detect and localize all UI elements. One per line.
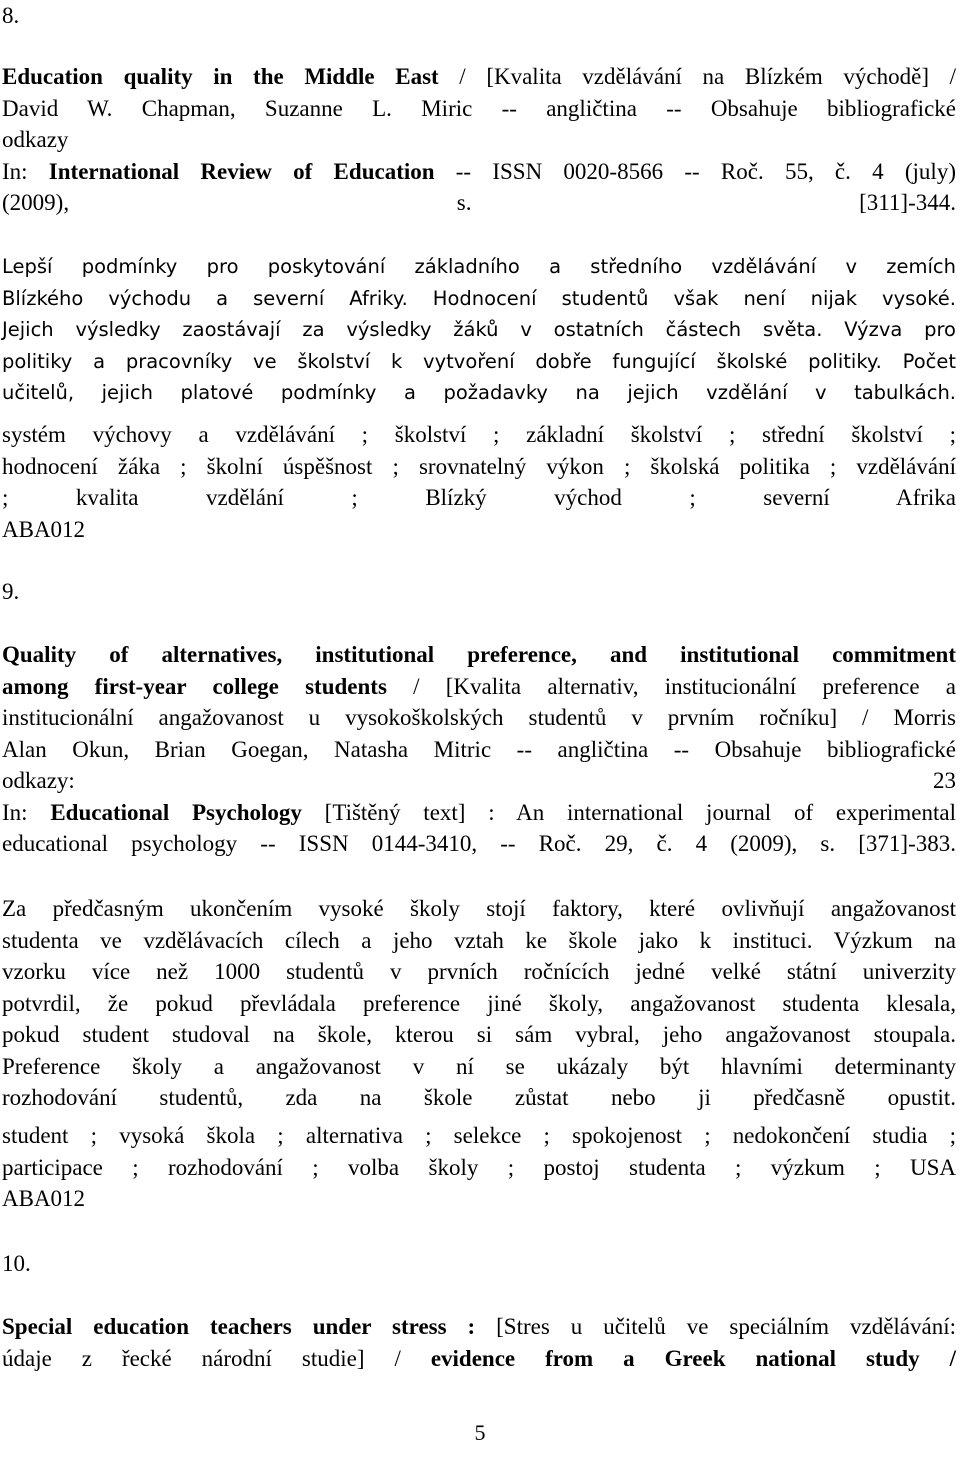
entry-8-abstract: Lepší podmínky pro poskytování základního a středního vzdělávání v zemích Blízkého východu a severní Afriky. Hodnocení studentů však není nijak vysoké. Jejich výsledky zaostávají za výsledky žáků v ostatních částech světa. Výzva pro politiky a pracovníky ve školství k vytvoření dobře fungující školské politiky. Počet učitelů, jejich platové podmínky a požadavky na jejich vzdělání v tabulkách. bbox=[2, 255, 956, 404]
entry-9-journal: Educational Psychology bbox=[50, 799, 302, 825]
entry-8-citation: Education quality in the Middle East / [Kvalita vzdělávání na Blízkém východě] / David W. Chapman, Suzanne L. Miric -- angličtina -- Obsahuje bibliografické odkazy In: International Review of Education -- ISSN 0020-8566 -- Roč. 55, č. 4 (july) (2009), s. [311]-344. bbox=[2, 61, 956, 219]
entry-9-keywords: student ; vysoká škola ; alternativa ; selekce ; spokojenost ; nedokončení studia ; participace ; rozhodování ; volba školy ; postoj studenta ; výzkum ; USA ABA012 bbox=[2, 1120, 956, 1215]
entry-8-title-line: Education quality in the Middle East / [Kvalita vzdělávání na Blízkém východě] / bbox=[2, 64, 956, 89]
entry-8-journal: International Review of Education bbox=[48, 158, 435, 184]
entry-9-number: 9. bbox=[2, 579, 20, 604]
entry-9-abstract: Za předčasným ukončením vysoké školy stojí faktory, které ovlivňují angažovanost studenta ve vzdělávacích cílech a jeho vztah ke škole jako k instituci. Výzkum na vzorku více než 1000 studentů v prvních ročnících jedné velké státní univerzity potvrdil, že pokud převládala preference jiné školy, angažovanost studenta klesala, pokud student studoval na škole, kterou si sám vybral, jeho angažovanost stoupala. Preference školy a angažovanost v ní se ukázaly být hlavními determinanty rozhodování studentů, zda na škole zůstat nebo ji předčasně opustit. bbox=[2, 896, 956, 1110]
entry-9-code: ABA012 bbox=[2, 1186, 86, 1211]
entry-9-title: Quality of alternatives, institutional preference, and institutional commitment bbox=[2, 642, 956, 667]
entry-8-source-line: In: International Review of Education -- ISSN 0020-8566 -- Roč. 55, č. 4 (july) bbox=[2, 158, 956, 184]
entry-10-title-line-2: údaje z řecké národní studie] / evidence from a Greek national study / bbox=[2, 1345, 956, 1371]
entry-8-keywords: systém výchovy a vzdělávání ; školství ; základní školství ; střední školství ; hodnocení žáka ; školní úspěšnost ; srovnatelný výkon ; školská politika ; vzdělávání ; kvalita vzdělání ; Blízký východ ; severní Afrika ABA012 bbox=[2, 419, 956, 545]
page-number: 5 bbox=[474, 1420, 486, 1445]
entry-9-title-line-1 bbox=[2, 639, 956, 671]
entry-9-source-line: In: Educational Psychology [Tištěný text] : An international journal of experimental bbox=[2, 799, 956, 825]
entry-10-title-line-1: Special education teachers under stress : [Stres u učitelů ve speciálním vzdělávání: bbox=[2, 1314, 956, 1339]
entry-9-citation: Quality of alternatives, institutional preference, and institutional commitment among first-year college students / [Kvalita alternativ, institucionální preference a institucionální angažovanost u vysokoškolských studentů v prvním ročníku] / Morris Alan Okun, Brian Goegan, Natasha Mitric -- angličtina -- Obsahuje bibliografické odkazy: 23 In: Educational Psychology [Tištěný text] : An international journal of experimental educational psychology -- ISSN 0144-3410, -- Roč. 29, č. 4 (2009), s. [371]-383. bbox=[2, 639, 956, 860]
entry-8-title: Education quality in the Middle East bbox=[2, 64, 439, 89]
entry-8-number: 8. bbox=[2, 3, 20, 28]
entry-10-number: 10. bbox=[2, 1251, 31, 1276]
entry-9-title-line-2: among first-year college students / [Kvalita alternativ, institucionální preference a bbox=[2, 673, 956, 699]
entry-8-authors-line: David W. Chapman, Suzanne L. Miric -- angličtina -- Obsahuje bibliografické bbox=[2, 95, 956, 121]
entry-8-code: ABA012 bbox=[2, 516, 86, 542]
entry-10-citation bbox=[2, 1311, 956, 1374]
entry-10-title: Special education teachers under stress : bbox=[2, 1314, 476, 1339]
